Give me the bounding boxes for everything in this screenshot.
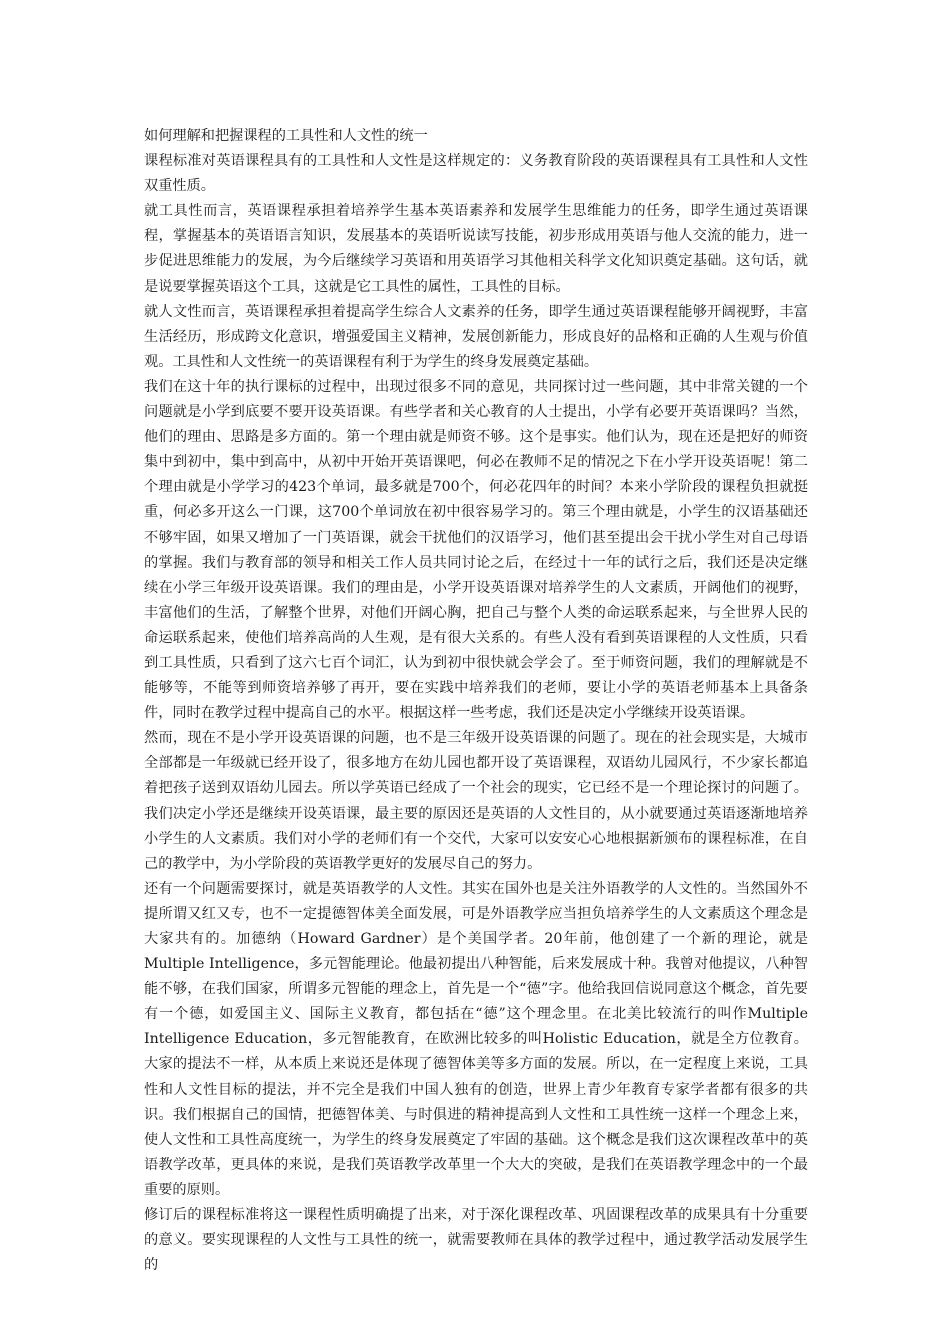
paragraph-instrumental: 就工具性而言，英语课程承担着培养学生基本英语素养和发展学生思维能力的任务，即学生通过英语课程，掌握基本的英语语言知识，发展基本的英语听说读写技能，初步形成用英语与他人交流的能力，进一步促进思维能力的发展，为今后继续学习英语和用英语学习其他相关科学文化知识奠定基础。这句话，就是说要掌握英语这个工具，这就是它工具性的属性，工具性的目标。 <box>144 203 808 295</box>
paragraph-social-reality: 然而，现在不是小学开设英语课的问题，也不是三年级开设英语课的问题了。现在的社会现实是，大城市全部都是一年级就已经开设了，很多地方在幼儿园也都开设了英语课程，双语幼儿园风行，不少家长都追着把孩子送到双语幼儿园去。所以学英语已经成了一个社会的现实，它已经不是一个理论探讨的问题了。我们决定小学还是继续开设英语课，最主要的原因还是英语的人文性目的，从小就要通过英语逐渐地培养小学生的人文素质。我们对小学的老师们有一个交代，大家可以安安心心地根据新颁布的课程标准，在自己的教学中，为小学阶段的英语教学更好的发展尽自己的努力。 <box>144 730 808 872</box>
paragraph-multiple-intelligence: 还有一个问题需要探讨，就是英语教学的人文性。其实在国外也是关注外语教学的人文性的。当然国外不提所谓又红又专，也不一定提德智体美全面发展，可是外语教学应当担负培养学生的人文素质这个理念是大家共有的。加德纳（Howard Gardner）是个美国学者。20年前，他创建了一个新的理论，就是Multiple Intelligence，多元智能理论。他最初提出八种智能，后来发展成十种。我曾对他提议，八种智能不够，在我们国家，所谓多元智能的理念上，首先是一个“德”字。他给我回信说同意这个概念，首先要有一个德，如爱国主义、国际主义教育，都包括在“德”这个理念里。在北美比较流行的叫作Multiple Intelligence Education，多元智能教育，在欧洲比较多的叫Holistic Education，就是全方位教育。大家的提法不一样，从本质上来说还是体现了德智体美等多方面的发展。所以，在一定程度上来说，工具性和人文性目标的提法，并不完全是我们中国人独有的创造，世界上青少年教育专家学者都有很多的共识。我们根据自己的国情，把德智体美、与时俱进的精神提高到人文性和工具性统一这样一个理念上来，使人文性和工具性高度统一，为学生的终身发展奠定了牢固的基础。这个概念是我们这次课程改革中的英语教学改革，更具体的来说，是我们英语教学改革里一个大大的突破，是我们在英语教学理念中的一个最重要的原则。 <box>144 880 808 1198</box>
paragraph-definition: 课程标准对英语课程具有的工具性和人文性是这样规定的：义务教育阶段的英语课程具有工具性和人文性双重性质。 <box>144 153 808 195</box>
document-body <box>144 124 808 1278</box>
document-title: 如何理解和把握课程的工具性和人文性的统一 <box>144 128 428 144</box>
paragraph-primary-debate: 我们在这十年的执行课标的过程中，出现过很多不同的意见，共同探讨过一些问题，其中非常关键的一个问题就是小学到底要不要开设英语课。有些学者和关心教育的人士提出，小学有必要开英语课吗？当然，他们的理由、思路是多方面的。第一个理由就是师资不够。这个是事实。他们认为，现在还是把好的师资集中到初中，集中到高中，从初中开始开英语课吧，何必在教师不足的情况之下在小学开设英语呢！第二个理由就是小学学习的423个单词，最多就是700个，何必花四年的时间？本来小学阶段的课程负担就挺重，何必多开这么一门课，这700个单词放在初中很容易学习的。第三个理由就是，小学生的汉语基础还不够牢固，如果又增加了一门英语课，就会干扰他们的汉语学习，他们甚至提出会干扰小学生对自己母语的掌握。我们与教育部的领导和相关工作人员共同讨论之后，在经过十一年的试行之后，我们还是决定继续在小学三年级开设英语课。我们的理由是，小学开设英语课对培养学生的人文素质，开阔他们的视野，丰富他们的生活，了解整个世界，对他们开阔心胸，把自己与整个人类的命运联系起来，与全世界人民的命运联系起来，使他们培养高尚的人生观，是有很大关系的。有些人没有看到英语课程的人文性质，只看到工具性质，只看到了这六七百个词汇，认为到初中很快就会学会了。至于师资问题，我们的理解就是不能够等，不能等到师资培养够了再开，要在实践中培养我们的老师，要让小学的英语老师基本上具备条件，同时在教学过程中提高自己的水平。根据这样一些考虑，我们还是决定小学继续开设英语课。 <box>144 378 808 722</box>
paragraph-revised-standard: 修订后的课程标准将这一课程性质明确提了出来，对于深化课程改革、巩固课程改革的成果具有十分重要的意义。要实现课程的人文性与工具性的统一，就需要教师在具体的教学过程中，通过教学活动发展学生的 <box>144 1207 808 1274</box>
paragraph-humanistic: 就人文性而言，英语课程承担着提高学生综合人文素养的任务，即学生通过英语课程能够开阔视野，丰富生活经历，形成跨文化意识，增强爱国主义精神，发展创新能力，形成良好的品格和正确的人生观与价值观。工具性和人文性统一的英语课程有利于为学生的终身发展奠定基础。 <box>144 303 808 370</box>
